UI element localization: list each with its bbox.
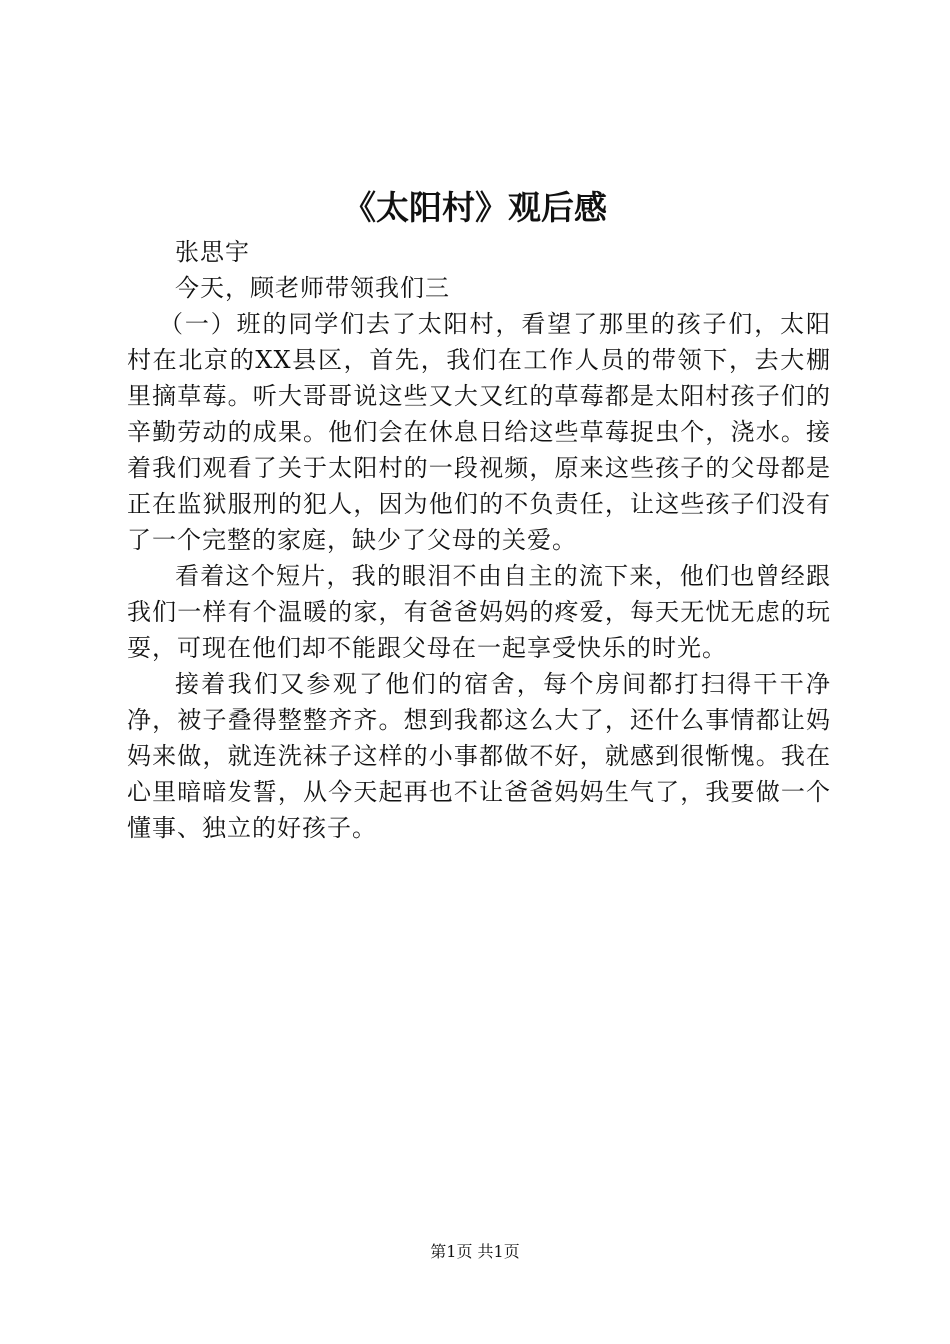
paragraph-opening: 今天，顾老师带领我们三 [175,274,450,302]
paragraph-feelings: 看着这个短片，我的眼泪不由自主的流下来，他们也曾经跟我们一样有个温暖的家，有爸爸妈妈的疼爱，每天无忧无虑的玩耍，可现在他们却不能跟父母在一起享受快乐的时光。 [127,562,831,662]
paragraph-resolution: 接着我们又参观了他们的宿舍，每个房间都打扫得干干净净，被子叠得整整齐齐。想到我都这么大了，还什么事情都让妈妈来做，就连洗袜子这样的小事都做不好，就感到很惭愧。我在心里暗暗发誓，从今天起再也不让爸爸妈妈生气了，我要做一个懂事、独立的好孩子。 [127,670,831,842]
document-body [127,234,831,846]
paragraph-visit: （一）班的同学们去了太阳村，看望了那里的孩子们，太阳村在北京的XX县区，首先，我们在工作人员的带领下，去大棚里摘草莓。听大哥哥说这些又大又红的草莓都是太阳村孩子们的辛勤劳动的成果。他们会在休息日给这些草莓捉虫个，浇水。接着我们观看了关于太阳村的一段视频，原来这些孩子的父母都是正在监狱服刑的犯人，因为他们的不负责任，让这些孩子们没有了一个完整的家庭，缺少了父母的关爱。 [127,310,831,554]
author-line: 张思宇 [175,238,250,266]
page-title: 《太阳村》观后感 [343,188,607,227]
page-footer: 第1页 共1页 [430,1242,520,1261]
